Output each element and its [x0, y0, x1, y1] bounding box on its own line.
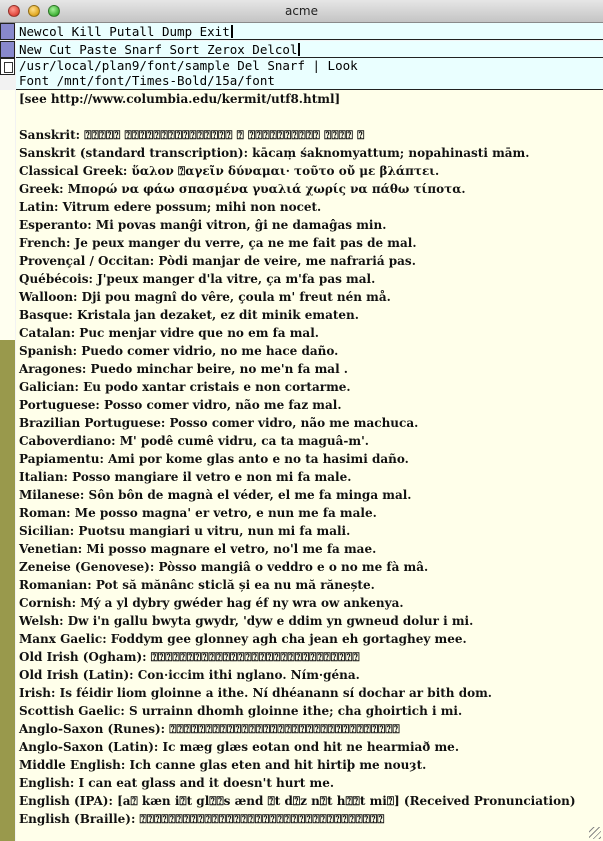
text-line[interactable]: Papiamentu: Ami por kome glas anto e no ta hasimi daño. — [19, 452, 409, 466]
text-line[interactable]: English (Braille): ⍰⍰⍰⍰⍰⍰⍰⍰⍰⍰⍰⍰⍰⍰⍰⍰⍰⍰⍰⍰⍰⍰⍰⍰⍰⍰⍰⍰⍰⍰⍰⍰⍰⍰ — [19, 812, 385, 826]
scrollbar-track[interactable] — [0, 90, 15, 340]
text-line[interactable]: Caboverdiano: M' podê cumê vidru, ca ta maguâ-m'. — [19, 434, 369, 448]
file-window-handle-box[interactable] — [0, 58, 15, 75]
text-line[interactable]: Galician: Eu podo xantar cristais e non cortarme. — [19, 380, 351, 394]
text-line[interactable]: Old Irish (Ogham): ⍰⍰⍰⍰⍰⍰⍰⍰⍰⍰⍰⍰⍰⍰⍰⍰⍰⍰⍰⍰⍰⍰⍰⍰⍰⍰⍰⍰⍰ — [19, 650, 360, 664]
text-line[interactable]: Catalan: Puc menjar vidre que no em fa mal. — [19, 326, 319, 340]
text-line[interactable]: Anglo-Saxon (Latin): Ic mæg glæs eotan ond hit ne hearmiað me. — [19, 740, 459, 754]
column-tag-text[interactable]: Newcol Kill Putall Dump Exit — [19, 24, 233, 39]
text-line[interactable]: Spanish: Puedo comer vidrio, no me hace daño. — [19, 344, 339, 358]
window-title: acme — [284, 4, 319, 18]
text-line[interactable]: Roman: Me posso magna' er vetro, e nun me fa male. — [19, 506, 377, 520]
text-line[interactable]: Italian: Posso mangiare il vetro e non mi fa male. — [19, 470, 352, 484]
text-line[interactable]: Classical Greek: ὕαλον ⍰αγεῖν δύναμαι· τοῦτο οὔ με βλάπτει. — [19, 164, 440, 178]
text-line[interactable]: Zeneise (Genovese): Pòsso mangiâ o veddro e o no me fà mâ. — [19, 560, 429, 574]
column-handle-box[interactable] — [0, 23, 15, 40]
window-handle-box[interactable] — [0, 41, 15, 58]
text-line[interactable]: English: I can eat glass and it doesn't hurt me. — [19, 776, 335, 790]
text-line[interactable]: Provençal / Occitan: Pòdi manjar de veire, me nafrariá pas. — [19, 254, 416, 268]
text-line[interactable]: Welsh: Dw i'n gallu bwyta gwydr, 'dyw e ddim yn gwneud dolur i mi. — [19, 614, 474, 628]
file-window-tag[interactable] — [16, 58, 603, 90]
text-line[interactable]: Venetian: Mi posso magnare el vetro, no'l me fa mae. — [19, 542, 377, 556]
column-tag[interactable] — [16, 23, 603, 40]
text-cursor — [298, 43, 300, 56]
text-line[interactable]: Esperanto: Mi povas manĝi vitron, ĝi ne damaĝas min. — [19, 218, 387, 232]
text-line[interactable]: Aragones: Puedo minchar beire, no me'n fa mal . — [19, 362, 348, 376]
text-line[interactable]: [see http://www.columbia.edu/kermit/utf8.html] — [19, 92, 341, 106]
text-line[interactable]: Sanskrit (standard transcription): kācaṃ śaknomyattum; nopahinasti mām. — [19, 146, 530, 160]
text-line[interactable]: Greek: Μπορώ να φάω σπασμένα γυαλιά χωρίς να πάθω τίποτα. — [19, 182, 466, 196]
text-line[interactable]: French: Je peux manger du verre, ça ne me fait pas de mal. — [19, 236, 417, 250]
text-line[interactable]: Irish: Is féidir liom gloinne a ithe. Ní dhéanann sí dochar ar bith dom. — [19, 686, 492, 700]
text-line[interactable]: Milanese: Sôn bôn de magnà el véder, el me fa minga mal. — [19, 488, 412, 502]
font-tag-line[interactable]: Font /mnt/font/Times-Bold/15a/font — [19, 73, 275, 88]
title-bar[interactable] — [0, 0, 603, 23]
text-line[interactable]: Brazilian Portuguese: Posso comer vidro, não me machuca. — [19, 416, 419, 430]
text-line[interactable]: Portuguese: Posso comer vidro, não me faz mal. — [19, 398, 342, 412]
text-line[interactable]: Québécois: J'peux manger d'la vitre, ça m'fa pas mal. — [19, 272, 376, 286]
text-line[interactable]: Scottish Gaelic: S urrainn dhomh gloinne ithe; cha ghoirtich i mi. — [19, 704, 463, 718]
text-line[interactable]: Walloon: Dji pou magnî do vêre, çoula m' freut nén må. — [19, 290, 391, 304]
text-line[interactable]: Latin: Vitrum edere possum; mihi non nocet. — [19, 200, 322, 214]
resize-handle[interactable] — [589, 827, 601, 839]
text-line[interactable]: Cornish: Mý a yl dybry gwéder hag éf ny wra ow ankenya. — [19, 596, 404, 610]
text-line[interactable]: Middle English: Ich canne glas eten and hit hirtiþ me nouȝt. — [19, 758, 427, 772]
text-line[interactable]: Romanian: Pot să mănânc sticlă și ea nu mă rănește. — [19, 578, 375, 592]
file-path-tag[interactable]: /usr/local/plan9/font/sample Del Snarf | Look — [19, 58, 358, 73]
window-column-tag[interactable] — [16, 41, 603, 58]
window-column-tag-text[interactable]: New Cut Paste Snarf Sort Zerox Delcol — [19, 42, 300, 57]
scrollbar[interactable] — [0, 90, 15, 841]
file-body[interactable] — [16, 90, 603, 841]
text-line[interactable]: Sanskrit: ⍰⍰⍰⍰⍰ ⍰⍰⍰⍰⍰⍰⍰⍰⍰⍰⍰⍰⍰⍰⍰ ⍰ ⍰⍰⍰⍰⍰⍰⍰⍰⍰⍰ ⍰⍰⍰⍰ ⍰ — [19, 128, 365, 142]
text-line[interactable]: Manx Gaelic: Foddym gee glonney agh cha jean eh gortaghey mee. — [19, 632, 467, 646]
text-line[interactable]: Old Irish (Latin): Con·iccim ithi nglano. Ním·géna. — [19, 668, 360, 682]
text-line[interactable]: Sicilian: Puotsu mangiari u vitru, nun mi fa mali. — [19, 524, 351, 538]
scrollbar-thumb[interactable] — [0, 340, 15, 841]
text-line[interactable]: Anglo-Saxon (Runes): ⍰⍰⍰⍰⍰⍰⍰⍰⍰⍰⍰⍰⍰⍰⍰⍰⍰⍰⍰⍰⍰⍰⍰⍰⍰⍰⍰⍰⍰⍰⍰⍰ — [19, 722, 400, 736]
text-cursor — [231, 25, 233, 38]
text-line[interactable]: English (IPA): [a⍰ kæn i⍰t gl⍰⍰s ænd ⍰t d⍰z n⍰t h⍰⍰t mi⍰] (Received Pronunciation) — [19, 794, 576, 808]
text-line[interactable]: Basque: Kristala jan dezaket, ez dit minik ematen. — [19, 308, 359, 322]
